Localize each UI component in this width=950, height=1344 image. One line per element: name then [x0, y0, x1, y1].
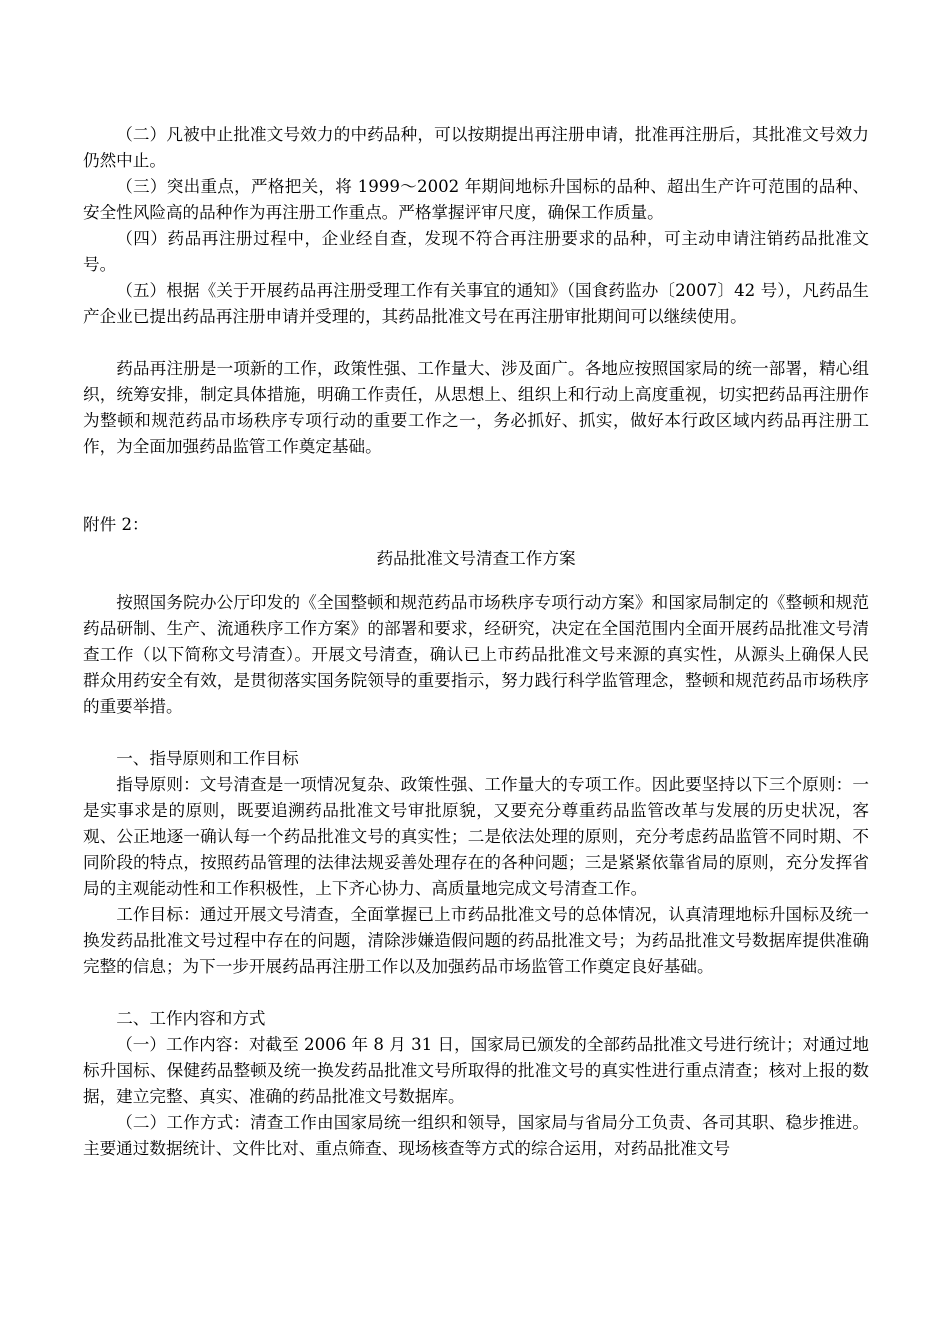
- section2-method: （二）工作方式：清查工作由国家局统一组织和领导，国家局与省局分工负责、各司其职、稳步推进。主要通过数据统计、文件比对、重点筛查、现场核查等方式的综合运用，对药品批准文号: [83, 1113, 869, 1158]
- section2-heading: 二、工作内容和方式: [116, 1009, 266, 1028]
- closing-paragraph: 药品再注册是一项新的工作，政策性强、工作量大、涉及面广。各地应按照国家局的统一部署，精心组织，统筹安排，制定具体措施，明确工作责任，从思想上、组织上和行动上高度重视，切实把药品再注册作为整顿和规范药品市场秩序专项行动的重要工作之一，务必抓好、抓实，做好本行政区域内药品再注册工作，为全面加强药品监管工作奠定基础。: [83, 359, 869, 456]
- spacer: [83, 980, 869, 1006]
- document-page: [83, 122, 869, 1162]
- paragraph-item-2: （二）凡被中止批准文号效力的中药品种，可以按期提出再注册申请，批准再注册后，其批准文号效力仍然中止。: [83, 125, 869, 170]
- attachment-title: 药品批准文号清查工作方案: [376, 549, 576, 568]
- spacer: [83, 460, 869, 512]
- attachment-label: 附件 2：: [83, 515, 149, 534]
- section1-goals: 工作目标：通过开展文号清查，全面掌握已上市药品批准文号的总体情况，认真清理地标升国标及统一换发药品批准文号过程中存在的问题，清除涉嫌造假问题的药品批准文号；为药品批准文号数据库提供准确完整的信息；为下一步开展药品再注册工作以及加强药品市场监管工作奠定良好基础。: [83, 905, 869, 976]
- spacer: [83, 330, 869, 356]
- intro-paragraph: 按照国务院办公厅印发的《全国整顿和规范药品市场秩序专项行动方案》和国家局制定的《整顿和规范药品研制、生产、流通秩序工作方案》的部署和要求，经研究，决定在全国范围内全面开展药品批准文号清查工作（以下简称文号清查）。开展文号清查，确认已上市药品批准文号来源的真实性，从源头上确保人民群众用药安全有效，是贯彻落实国务院领导的重要指示，努力践行科学监管理念，整顿和规范药品市场秩序的重要举措。: [83, 593, 869, 716]
- paragraph-item-4: （四）药品再注册过程中，企业经自查，发现不符合再注册要求的品种，可主动申请注销药品批准文号。: [83, 229, 869, 274]
- paragraph-item-3: （三）突出重点，严格把关，将 1999～2002 年期间地标升国标的品种、超出生产许可范围的品种、安全性风险高的品种作为再注册工作重点。严格掌握评审尺度，确保工作质量。: [83, 177, 869, 222]
- paragraph-item-5: （五）根据《关于开展药品再注册受理工作有关事宜的通知》（国食药监办〔2007〕42 号），凡药品生产企业已提出药品再注册申请并受理的，其药品批准文号在再注册审批期间可以继续使用。: [83, 281, 869, 326]
- section1-principles: 指导原则：文号清查是一项情况复杂、政策性强、工作量大的专项工作。因此要坚持以下三个原则：一是实事求是的原则，既要追溯药品批准文号审批原貌，又要充分尊重药品监管改革与发展的历史状况，客观、公正地逐一确认每一个药品批准文号的真实性；二是依法处理的原则，充分考虑药品监管不同时期、不同阶段的特点，按照药品管理的法律法规妥善处理存在的各种问题；三是紧紧依靠省局的原则，充分发挥省局的主观能动性和工作积极性，上下齐心协力、高质量地完成文号清查工作。: [83, 775, 869, 898]
- spacer: [83, 720, 869, 746]
- section1-heading: 一、指导原则和工作目标: [116, 749, 299, 768]
- section2-content: （一）工作内容：对截至 2006 年 8 月 31 日，国家局已颁发的全部药品批准文号进行统计；对通过地标升国标、保健药品整顿及统一换发药品批准文号所取得的批准文号的真实性进行重点清查；核对上报的数据，建立完整、真实、准确的药品批准文号数据库。: [83, 1035, 869, 1106]
